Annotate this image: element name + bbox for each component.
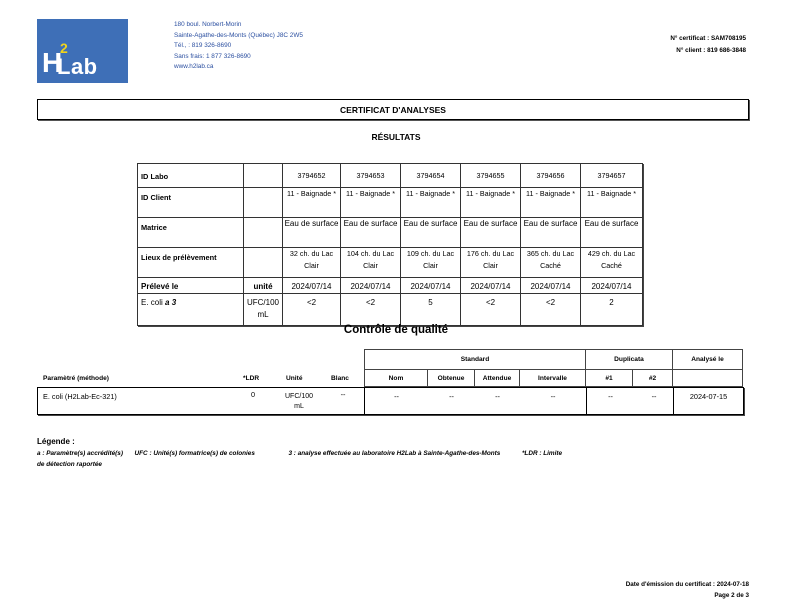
cell-ecoli-value: <2 [461,294,521,326]
cell-lieu: 365 ch. du Lac Caché [521,248,581,278]
footer [626,579,749,601]
cell-id-labo: 3794656 [521,164,581,188]
cell-id-labo: 3794653 [341,164,401,188]
qc-table-row [37,387,744,415]
qc-col-nom: Nom [365,370,428,387]
cell-date: 2024/07/14 [461,278,521,294]
qc-group-standard: Standard [365,350,586,370]
qc-header-table [364,349,743,387]
qc-cell-obtenue: -- [449,392,454,401]
cell-lieu: 109 ch. du Lac Clair [401,248,461,278]
cell-id-labo: 3794655 [461,164,521,188]
parameter-name: E. coli [141,298,163,307]
parameter-label [138,294,244,326]
logo-lab: Lab [57,54,98,79]
lab-address [174,20,303,73]
row-id-labo [138,164,643,188]
qc-cell-attendue: -- [495,392,500,401]
address-line: Sainte-Agathe-des-Monts (Québec) J8C 2W5 [174,31,303,39]
cell-id-labo: 3794652 [283,164,341,188]
row-label: ID Labo [138,164,244,188]
row-label: Matrice [138,218,244,248]
cell-id-labo: 3794654 [401,164,461,188]
row-label: Lieux de prélèvement [138,248,244,278]
row-label: ID Client [138,188,244,218]
parameter-unit: UFC/100mL [244,294,283,326]
cell-id-labo: 3794657 [581,164,643,188]
cell-lieu: 429 ch. du Lac Caché [581,248,643,278]
client-number: N° client : 819 686-3848 [676,47,746,54]
address-line: 180 boul. Norbert-Morin [174,21,242,28]
qc-col-d1: #1 [586,370,633,387]
cell-matrice: Eau de surface [401,218,461,248]
cell-matrice: Eau de surface [461,218,521,248]
row-matrice [138,218,643,248]
qc-col-unite: Unité [286,375,303,382]
qc-col-obtenue: Obtenue [428,370,475,387]
h2lab-logo [37,19,128,83]
cell-id-client: 11 - Baignade * [341,188,401,218]
parameter-notes: a 3 [165,298,177,307]
legend-item-3: 3 : analyse effectuée au laboratoire H2Lab à Sainte-Agathe-des-Monts [288,450,501,457]
cell-lieu: 32 ch. du Lac Clair [283,248,341,278]
qc-cell-parametre: E. coli (H2Lab-Ec-321) [43,392,117,401]
cell-date: 2024/07/14 [521,278,581,294]
cell-id-client: 11 - Baignade * [283,188,341,218]
cell-matrice: Eau de surface [341,218,401,248]
page-number: Page 2 de 3 [714,592,749,599]
issue-date: Date d'émission du certificat : 2024-07-18 [625,581,749,588]
qc-group-duplicata: Duplicata [586,350,673,370]
qc-col-intervalle: Intervalle [520,370,586,387]
row-lieux [138,248,643,278]
qc-cell-d1: -- [608,392,613,401]
qc-col-blanc: Blanc [331,375,349,382]
cell-id-client: 11 - Baignade * [461,188,521,218]
results-table [137,163,643,326]
legend-item-ufc: UFC : Unité(s) formatrice(s) de colonies [134,450,255,457]
qc-group-analyse: Analysé le [673,350,743,370]
cell-date: 2024/07/14 [341,278,401,294]
cell-lieu: 104 ch. du Lac Clair [341,248,401,278]
address-phone: Tél., : 819 326-8690 [174,42,232,50]
address-website-link[interactable]: www.h2lab.ca [174,63,214,71]
qc-col-attendue: Attendue [475,370,520,387]
qc-cell-intervalle: -- [550,392,556,401]
logo-superscript: 2 [60,40,68,56]
cell-ecoli-value: <2 [521,294,581,326]
qc-col-parametre: Paramètré (méthode) [43,375,109,382]
legend-item-ldr-continued: de détection raportée [37,461,102,468]
cell-date: 2024/07/14 [401,278,461,294]
cell-ecoli-value: 2 [581,294,643,326]
qc-title: Contrôle de qualité [343,324,449,336]
cell-matrice: Eau de surface [283,218,341,248]
legend-item-a: a : Paramètre(s) accrédité(s) [37,450,123,457]
legend-item-ldr: *LDR : Limite [521,450,563,457]
qc-col-ldr: *LDR [243,375,260,382]
legend [37,437,562,470]
qc-cell-nom: -- [394,392,399,401]
row-label: Prélevé le [138,278,244,294]
cell-id-client: 11 - Baignade * [581,188,643,218]
cell-matrice: Eau de surface [521,218,581,248]
qc-cell-ldr: 0 [250,390,256,399]
row-preleve [138,278,643,294]
cell-date: 2024/07/14 [283,278,341,294]
logo-h: H [42,47,63,78]
qc-cell-unite: UFC/100 mL [284,393,313,410]
cell-id-client: 11 - Baignade * [521,188,581,218]
qc-cell-d2: -- [651,392,657,401]
qc-cell-analyse: 2024-07-15 [689,392,728,401]
cell-matrice: Eau de surface [581,218,643,248]
legend-heading: Légende : [37,437,75,446]
document-title: CERTIFICAT D'ANALYSES [37,99,749,120]
qc-col-d2: #2 [633,370,673,387]
row-ecoli [138,294,643,326]
cell-id-client: 11 - Baignade * [401,188,461,218]
certificate-info [670,33,746,57]
qc-cell-blanc: -- [340,390,346,399]
cell-ecoli-value: 5 [401,294,461,326]
cell-lieu: 176 ch. du Lac Clair [461,248,521,278]
unit-column-label: unité [244,278,283,294]
results-heading: RÉSULTATS [371,132,421,142]
cell-ecoli-value: <2 [283,294,341,326]
address-tollfree: Sans frais: 1 877 326-8690 [174,52,251,60]
cell-date: 2024/07/14 [581,278,643,294]
row-id-client [138,188,643,218]
cell-ecoli-value: <2 [341,294,401,326]
certificate-number: N° certificat : SAM708195 [670,35,746,42]
